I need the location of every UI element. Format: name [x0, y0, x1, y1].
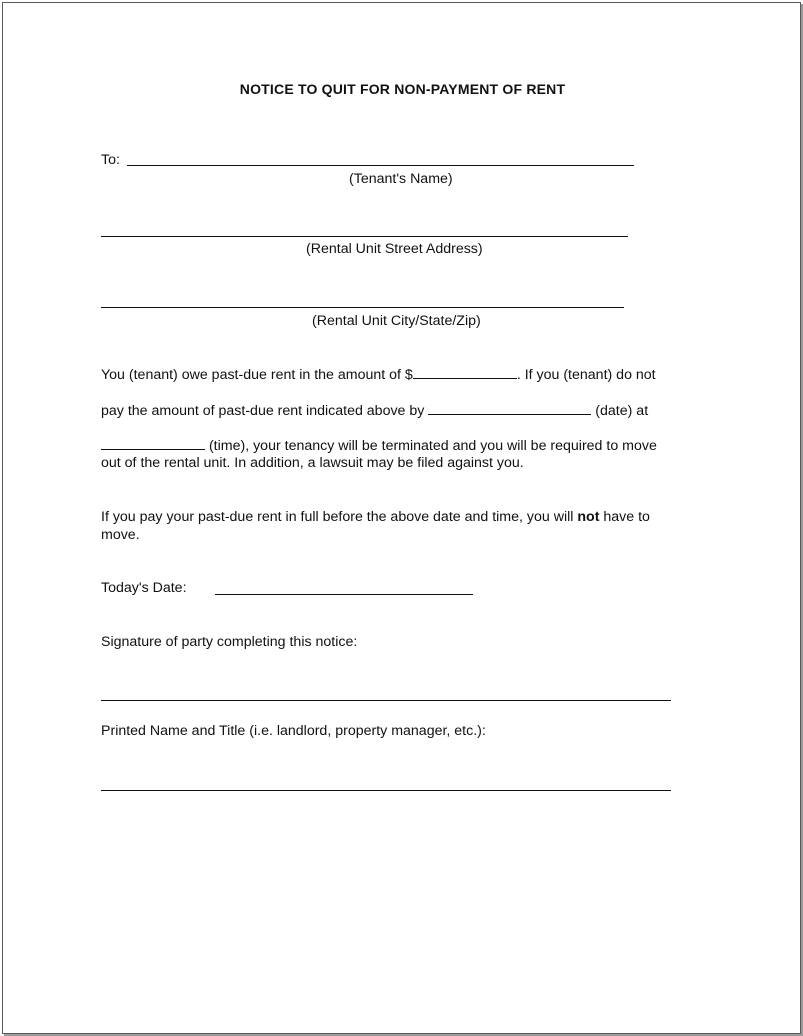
paragraph1-line1-end: . If you (tenant) do not	[516, 367, 656, 383]
paragraph1-line2	[101, 401, 648, 420]
street-address-field[interactable]	[101, 236, 628, 237]
city-state-zip-field[interactable]	[101, 307, 624, 308]
todays-date-field[interactable]	[215, 594, 473, 595]
paragraph1-line1-start: You (tenant) owe past-due rent in the amount of $	[101, 367, 413, 383]
paragraph1-line2-end: (date) at	[595, 403, 649, 419]
paragraph1-line3	[101, 436, 657, 455]
printed-name-label: Printed Name and Title (i.e. landlord, property manager, etc.):	[101, 723, 486, 739]
printed-name-field[interactable]	[101, 790, 671, 791]
street-address-caption: (Rental Unit Street Address)	[306, 241, 483, 257]
amount-field[interactable]	[413, 365, 517, 379]
tenant-name-field[interactable]	[127, 165, 634, 166]
document-page	[2, 2, 801, 1034]
city-state-zip-caption: (Rental Unit City/State/Zip)	[312, 313, 481, 329]
paragraph2-line1-end: have to	[599, 509, 650, 525]
paragraph1-line3-end: (time), your tenancy will be terminated and you will be required to move	[208, 438, 657, 454]
paragraph1-line1	[101, 365, 656, 384]
todays-date-label: Today's Date:	[101, 580, 187, 596]
due-time-field[interactable]	[101, 436, 205, 450]
paragraph1-line4: out of the rental unit. In addition, a lawsuit may be filed against you.	[101, 455, 524, 471]
paragraph2-emphasis: not	[577, 509, 600, 525]
paragraph2-line1	[101, 508, 650, 526]
due-date-field[interactable]	[428, 401, 591, 415]
tenant-name-caption: (Tenant's Name)	[349, 171, 453, 187]
signature-label: Signature of party completing this notice:	[101, 634, 358, 650]
paragraph1-line2-start: pay the amount of past-due rent indicated above by	[101, 403, 425, 419]
paragraph2-line1-start: If you pay your past-due rent in full before the above date and time, you will	[101, 509, 578, 525]
paragraph2-line2: move.	[101, 527, 140, 543]
signature-field[interactable]	[101, 700, 671, 701]
to-label: To:	[101, 152, 120, 168]
document-title: NOTICE TO QUIT FOR NON-PAYMENT OF RENT	[239, 81, 566, 97]
